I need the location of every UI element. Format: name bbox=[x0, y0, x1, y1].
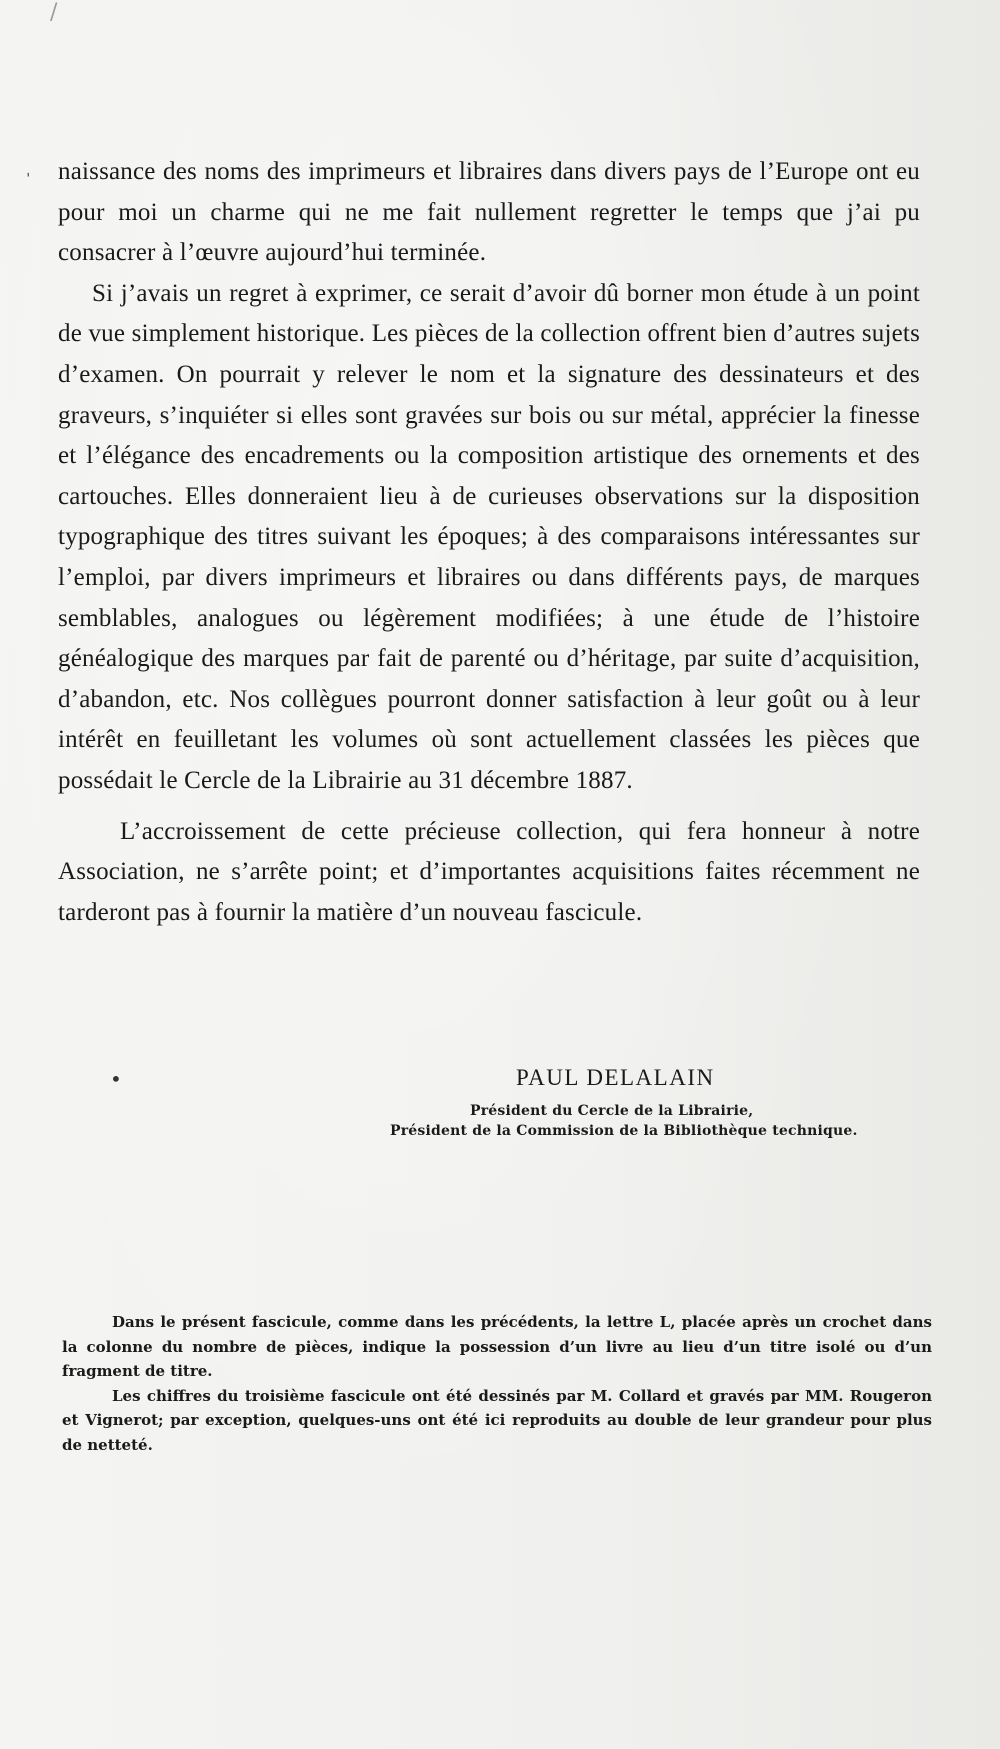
body-paragraph-1: naissance des noms des imprimeurs et libraires dans divers pays de l’Europe ont eu pour moi un charme qui ne me fait nullement regretter le temps que j’ai pu consacrer à l’œuvre aujourd’hui terminée. bbox=[58, 158, 920, 267]
margin-tick-mark: ˈ bbox=[26, 170, 31, 189]
signature-block bbox=[0, 1065, 1000, 1165]
body-paragraph-3: L’accroissement de cette précieuse collection, qui fera honneur à notre Association, ne s’arrête point; et d’importantes acquisitions faites récemment ne tarderont pas à fournir la matière d’un nouveau fascicule. bbox=[58, 817, 920, 926]
signature-title-1: Président du Cercle de la Librairie, bbox=[470, 1103, 754, 1119]
footnote-1: Dans le présent fascicule, comme dans les précédents, la lettre L, placée après un crochet dans la colonne du nombre de pièces, indique la possession d’un livre au lieu d’un titre isolé ou d’un fragment de titre. bbox=[62, 1313, 932, 1380]
corner-scratch-mark: / bbox=[50, 0, 58, 25]
signature-title-2: Président de la Commission de la Bibliothèque technique. bbox=[390, 1123, 858, 1139]
body-paragraph-2: Si j’avais un regret à exprimer, ce serait d’avoir dû borner mon étude à un point de vue simplement historique. Les pièces de la collection offrent bien d’autres sujets d’examen. On pourrait y relever le nom et la signature des dessinateurs et des graveurs, s’inquiéter si elles sont gravées sur bois ou sur métal, apprécier la finesse et l’élégance des encadrements ou la composition artistique des ornements et des cartouches. Elles donneraient lieu à de curieuses observations sur la disposition typographique des titres suivant les époques; à des comparaisons intéressantes sur l’emploi, par divers imprimeurs et libraires ou dans différents pays, de marques semblables, analogues ou légèrement modifiées; à une étude de l’histoire généalogique des marques par fait de parenté ou d’héritage, par suite d’acquisition, d’abandon, etc. Nos collègues pourront donner satisfaction à leur goût ou à leur intérêt en feuilletant les volumes où sont actuellement classées les pièces que possédait le Cercle de la Librairie au 31 décembre 1887. bbox=[58, 279, 920, 794]
bullet-mark: • bbox=[110, 1067, 122, 1091]
signature-name: PAUL DELALAIN bbox=[516, 1065, 715, 1090]
footnote-2: Les chiffres du troisième fascicule ont été dessinés par M. Collard et gravés par MM. Rougeron et Vignerot; par exception, quelques-uns ont été ici reproduits au double de leur grandeur pour plus de netteté. bbox=[62, 1386, 932, 1454]
body-text bbox=[58, 152, 920, 933]
footnotes bbox=[62, 1310, 932, 1457]
